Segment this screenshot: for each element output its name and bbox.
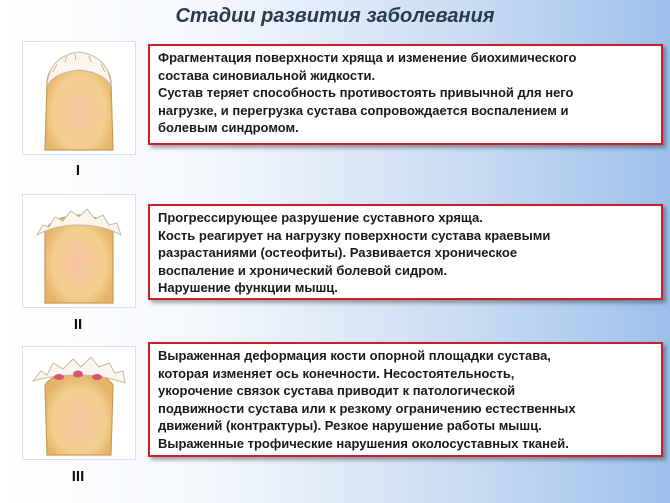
stage-1-numeral: I — [75, 162, 81, 179]
stage-3-line: укорочение связок сустава приводит к патологической — [158, 383, 516, 398]
stage-1-line: состава синовиальной жидкости. — [158, 67, 376, 83]
stage-1-line: болевым синдромом. — [158, 120, 299, 135]
stage-3-numeral: III — [71, 468, 85, 485]
stage-2-numeral: II — [73, 316, 83, 333]
stage-2-line: воспаление и хронический болевой сидром. — [158, 262, 448, 278]
stage-1-line: Сустав теряет способность противостоять привычной для него — [158, 85, 574, 100]
stage-2-line: Нарушение функции мышц. — [158, 280, 338, 295]
stage-3-bone-illustration — [22, 346, 136, 460]
stage-2-line: Прогрессирующее разрушение суставного хряща. — [158, 210, 483, 225]
stage-2-bone-illustration — [22, 194, 136, 308]
stage-1-line: нагрузке, и перегрузка сустава сопровождается воспалением и — [158, 102, 569, 118]
stage-3-line: подвижности сустава или к резкому ограничению естественных — [158, 400, 576, 416]
stage-1-line: Фрагментация поверхности хряща и изменение биохимического — [158, 50, 577, 65]
stage-1-bone-illustration — [22, 41, 136, 155]
stage-2-description — [148, 204, 663, 300]
stage-3-line: которая изменяет ось конечности. Несостоятельность, — [158, 365, 515, 381]
stage-1-description — [148, 44, 663, 145]
page-title: Стадии развития заболевания — [175, 5, 495, 27]
stage-2-line: разрастаниями (остеофиты). Развивается хроническое — [158, 245, 518, 260]
stage-3-line: Выраженные трофические нарушения околосуставных тканей. — [158, 435, 569, 451]
stage-3-line: Выраженная деформация кости опорной площадки сустава, — [158, 348, 551, 363]
stage-2-line: Кость реагирует на нагрузку поверхности сустава краевыми — [158, 227, 551, 243]
stage-3-line: движений (контрактуры). Резкое нарушение работы мышц. — [158, 418, 542, 433]
stage-3-description — [148, 342, 663, 457]
